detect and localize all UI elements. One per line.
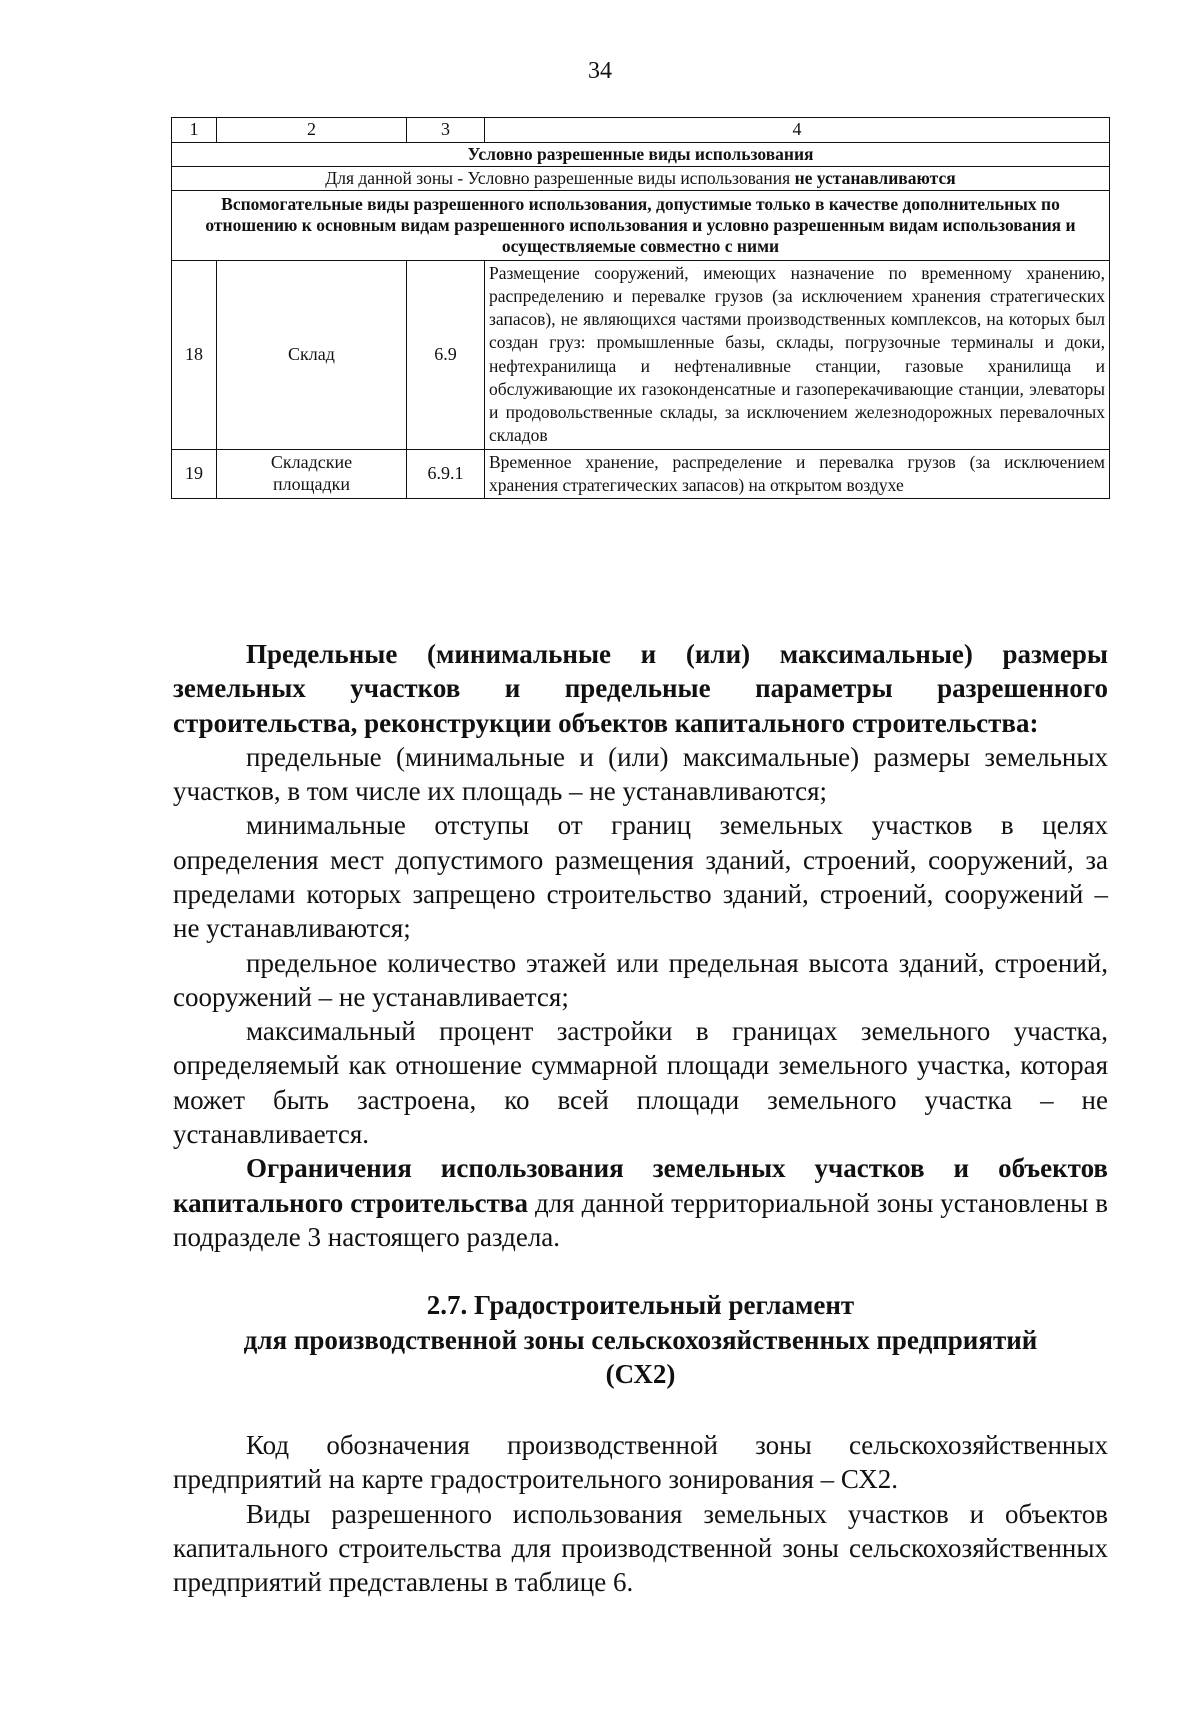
conditional-uses-note-row bbox=[172, 166, 1110, 190]
limits-section bbox=[173, 637, 1108, 1254]
section-paragraph: Код обозначения производственной зоны сельскохозяйственных предприятий на карте градостроительного зонирования – СХ2. bbox=[173, 1430, 1108, 1495]
table-header-cell: 1 bbox=[172, 118, 217, 143]
row-number: 19 bbox=[172, 449, 217, 499]
section-title-line: для производственной зоны сельскохозяйственных предприятий bbox=[243, 1324, 1038, 1355]
section-title-line: 2.7. Градостроительный регламент bbox=[426, 1290, 855, 1320]
row-number: 18 bbox=[172, 260, 217, 449]
use-code: 6.9.1 bbox=[407, 449, 485, 499]
restrictions-paragraph bbox=[173, 1151, 1108, 1254]
table-header-cell: 4 bbox=[485, 118, 1110, 143]
table-header-cell: 2 bbox=[217, 118, 407, 143]
table-header-row bbox=[172, 118, 1110, 143]
table-header-cell: 3 bbox=[407, 118, 485, 143]
use-description: Размещение сооружений, имеющих назначение по временному хранению, распределению и перевалке грузов (за исключением хранения стратегических запасов), не являющихся частями производственных комплексов, на которых был создан груз: промышленные базы, склады, погрузочные терминалы и доки, нефтехранилища и нефтеналивные станции, газовые хранилища и обслуживающие их газоконденсатные и газоперекачивающие станции, элеваторы и продовольственные склады, за исключением железнодорожных перевалочных складов bbox=[485, 260, 1110, 449]
use-description: Временное хранение, распределение и перевалка грузов (за исключением хранения стратегических запасов) на открытом воздухе bbox=[485, 449, 1110, 499]
table-row bbox=[172, 260, 1110, 449]
use-name: Склад bbox=[217, 260, 407, 449]
section-title-line: (СХ2) bbox=[605, 1359, 676, 1390]
conditional-uses-title-row bbox=[172, 142, 1110, 166]
table-row bbox=[172, 449, 1110, 499]
conditional-note-emphasis: не устанавливаются bbox=[794, 167, 956, 188]
limits-paragraph: минимальные отступы от границ земельных участков в целях определения мест допустимого размещения зданий, строений, сооружений, за пределами которых запрещено строительство зданий, строений, сооружений – не устанавливаются; bbox=[173, 810, 1108, 944]
section-paragraph: Виды разрешенного использования земельных участков и объектов капитального строительства для производственной зоны сельскохозяйственных предприятий представлены в таблице 6. bbox=[173, 1498, 1108, 1598]
use-name: Складские площадки bbox=[217, 449, 407, 499]
conditional-uses-note bbox=[172, 166, 1110, 190]
conditional-uses-title: Условно разрешенные виды использования bbox=[172, 142, 1110, 166]
auxiliary-uses-title-row bbox=[172, 190, 1110, 260]
page-number: 34 bbox=[588, 58, 612, 84]
limits-paragraph: предельное количество этажей или предельная высота зданий, строений, сооружений – не устанавливается; bbox=[173, 947, 1108, 1012]
section-body bbox=[173, 1428, 1108, 1599]
limits-paragraph: максимальный процент застройки в границах земельного участка, определяемый как отношение суммарной площади земельного участка, которая может быть застроена, ко всей площади земельного участка – не устанавливается. bbox=[173, 1016, 1108, 1149]
section-title bbox=[173, 1288, 1108, 1392]
land-use-table bbox=[171, 117, 1110, 499]
restrictions-emphasis: Ограничения использования земельных участков и объектов капитального строительства bbox=[173, 1153, 1108, 1218]
use-code: 6.9 bbox=[407, 260, 485, 449]
auxiliary-uses-title: Вспомогательные виды разрешенного использования, допустимые только в качестве дополнительных по отношению к основным видам разрешенного использования и условно разрешенным видам использования и осуществляемые совместно с ними bbox=[172, 190, 1110, 260]
conditional-note-text: Для данной зоны - Условно разрешенные виды использования bbox=[325, 167, 795, 188]
restrictions-text: для данной территориальной зоны установлены в подразделе 3 настоящего раздела. bbox=[173, 1187, 1108, 1252]
limits-paragraph: предельные (минимальные и (или) максимальные) размеры земельных участков, в том числе их площадь – не устанавливаются; bbox=[173, 741, 1108, 807]
limits-heading: Предельные (минимальные и (или) максимальные) размеры земельных участков и предельные параметры разрешенного строительства, реконструкции объектов капитального строительства: bbox=[173, 639, 1108, 738]
